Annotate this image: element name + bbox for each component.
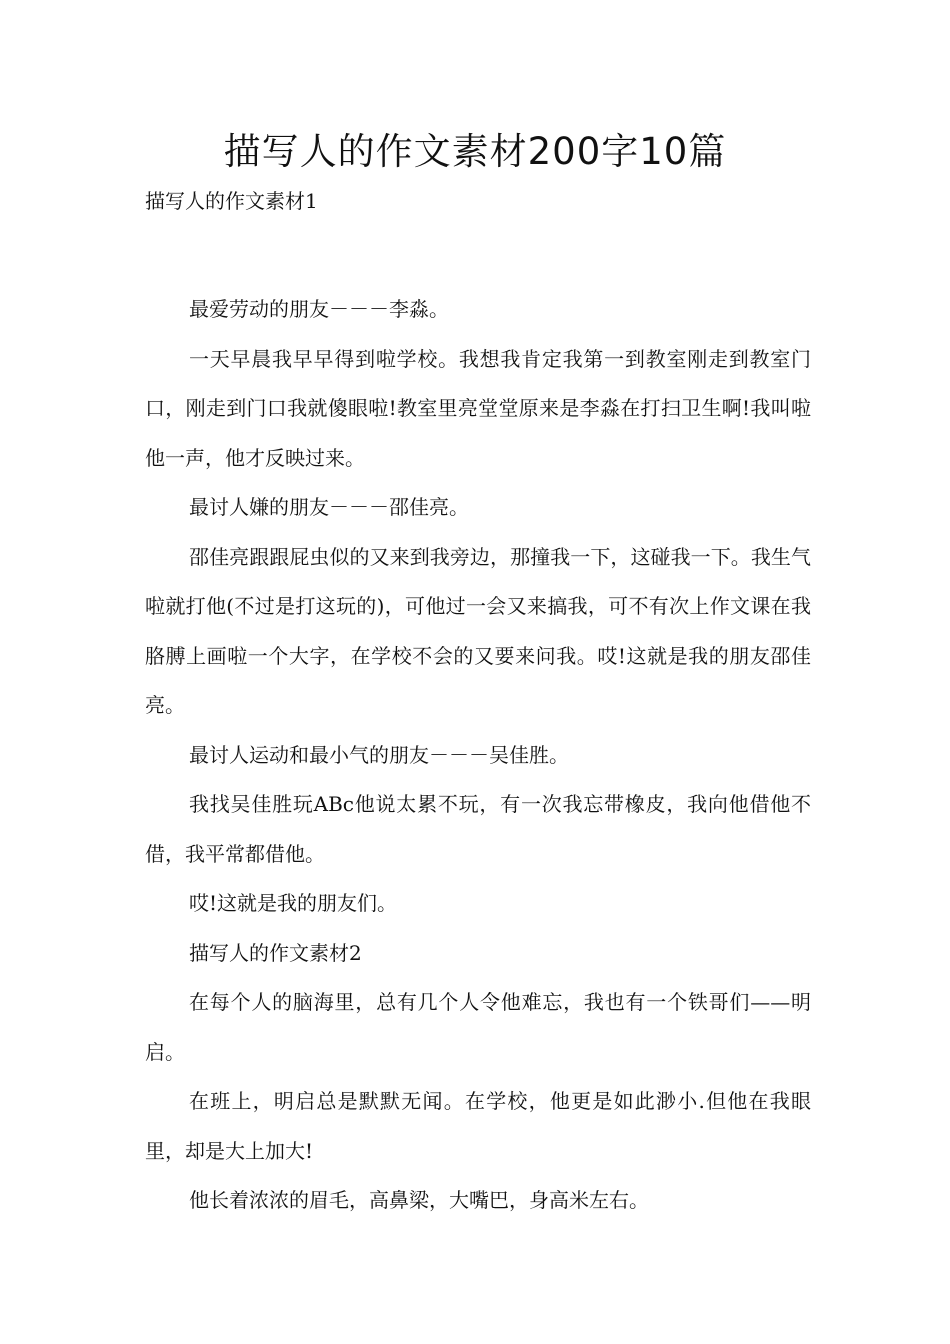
paragraph: 最讨人嫌的朋友－－－邵佳亮。: [189, 495, 469, 519]
paragraph: 他长着浓浓的眉毛，高鼻梁，大嘴巴，身高米左右。: [189, 1188, 649, 1212]
document-title: 描写人的作文素材200字10篇: [223, 130, 727, 173]
paragraph: 最讨人运动和最小气的朋友－－－吴佳胜。: [189, 742, 569, 767]
paragraph: 在每个人的脑海里，总有几个人令他难忘，我也有一个铁哥们——明启。: [145, 990, 811, 1064]
paragraph: 在班上，明启总是默默无闻。在学校，他更是如此渺小.但他在我眼里，却是大上加大!: [145, 1089, 811, 1163]
paragraph: 邵佳亮跟跟屁虫似的又来到我旁边，那撞我一下，这碰我一下。我生气啦就打他(不过是打这玩的)，可他过一会又来搞我，可不有次上作文课在我胳膊上画啦一个大字，在学校不会的又要来问我。哎!这就是我的朋友邵佳亮。: [145, 544, 811, 717]
paragraph: 我找吴佳胜玩ABc他说太累不玩，有一次我忘带橡皮，我向他借他不借，我平常都借他。: [145, 792, 811, 866]
paragraph: 最爱劳动的朋友－－－李淼。: [189, 297, 449, 321]
document-body: [145, 285, 811, 1226]
paragraph: 一天早晨我早早得到啦学校。我想我肯定我第一到教室刚走到教室门口，刚走到门口我就傻眼啦!教室里亮堂堂原来是李淼在打扫卫生啊!我叫啦他一声，他才反映过来。: [145, 346, 811, 470]
section-heading: 描写人的作文素材1: [145, 189, 318, 213]
paragraph: 哎!这就是我的朋友们。: [189, 891, 398, 915]
section-heading: 描写人的作文素材2: [189, 940, 362, 965]
